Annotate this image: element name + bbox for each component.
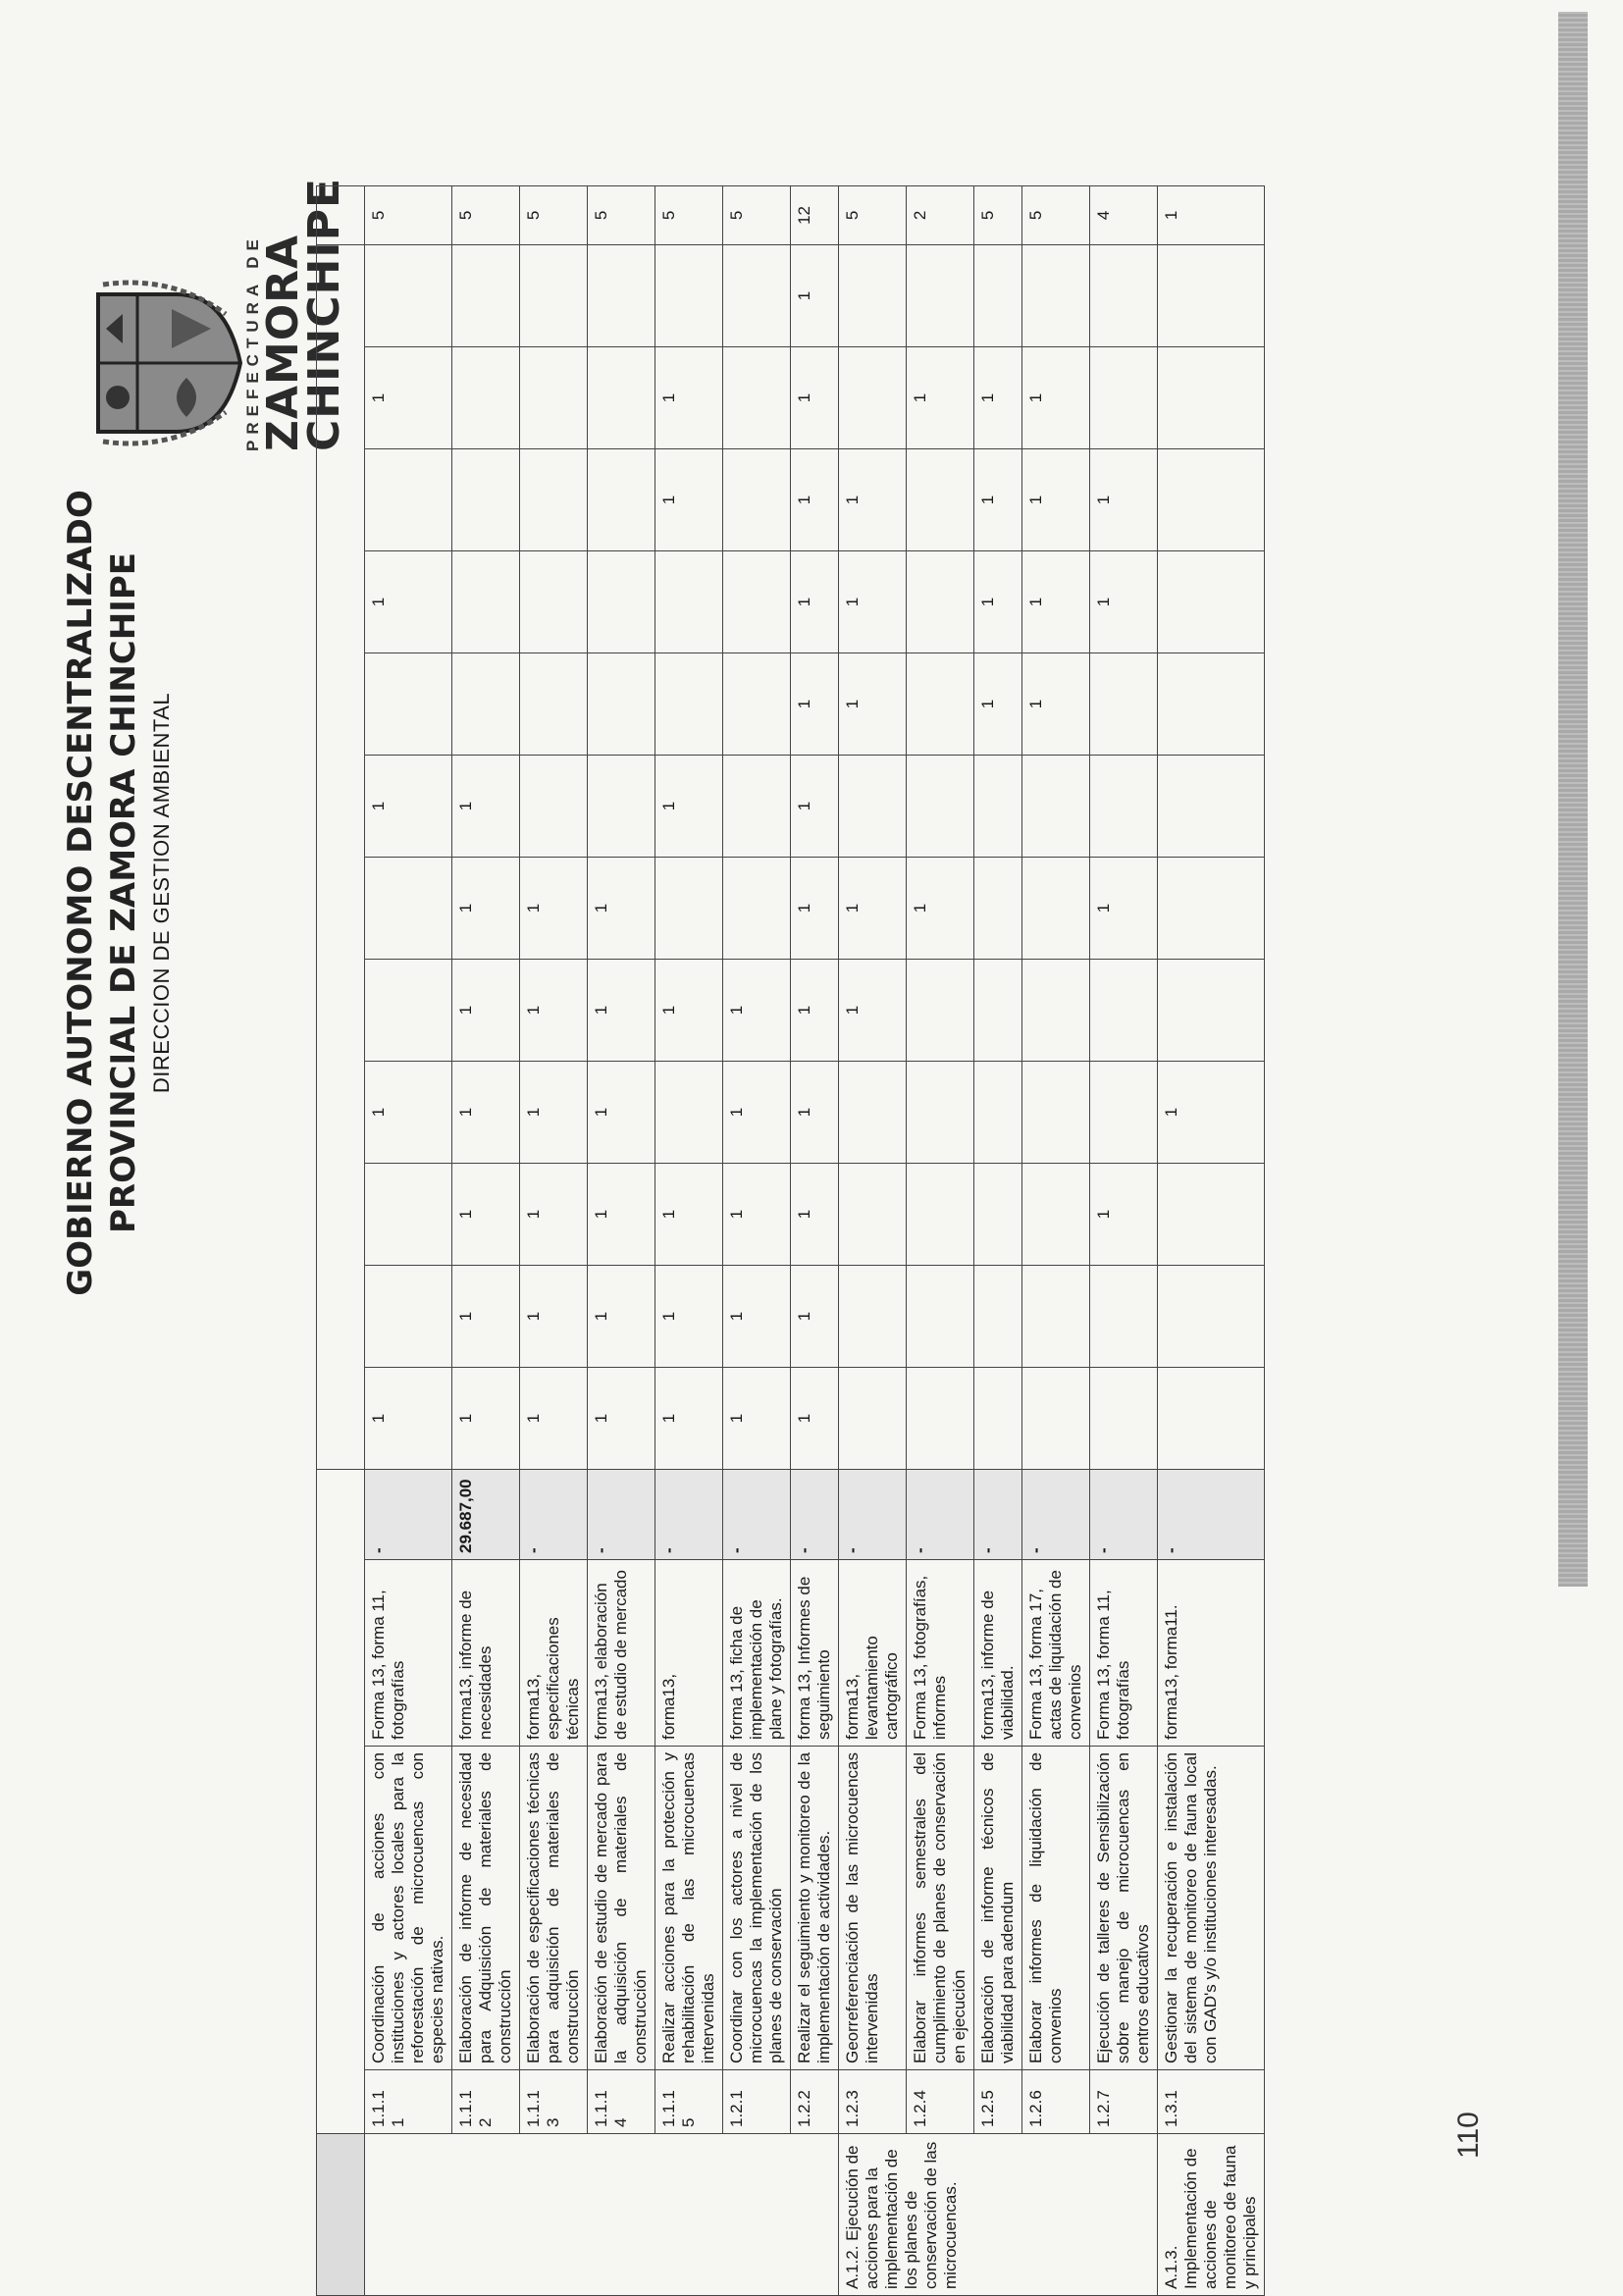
month-cell: [907, 244, 974, 346]
month-cell: [365, 653, 452, 756]
month-cell: [974, 244, 1022, 346]
budget-amount-cell: -: [1158, 1470, 1265, 1560]
month-cell: [520, 449, 588, 551]
header-strip-cell: [317, 1470, 365, 2134]
month-cell: 1: [588, 1164, 655, 1266]
table-row: [588, 185, 655, 2295]
month-cell: [723, 653, 791, 756]
task-code-cell: 1.1.1 1: [365, 2070, 452, 2134]
month-cell: [907, 1062, 974, 1164]
month-cell: [452, 551, 520, 653]
month-cell: 1: [588, 1368, 655, 1470]
month-cell: 1: [723, 1164, 791, 1266]
month-cell: 1: [723, 1062, 791, 1164]
header-strip-cell: [317, 2134, 365, 2296]
month-cell: [723, 449, 791, 551]
month-cell: [1158, 858, 1265, 960]
month-cell: [723, 244, 791, 346]
header-strip-cell: [317, 185, 365, 244]
month-cell: [1090, 244, 1158, 346]
budget-amount-cell: -: [974, 1470, 1022, 1560]
month-cell: [588, 244, 655, 346]
month-cell: 1: [907, 858, 974, 960]
verification-means-cell: forma13, levantamiento cartográfico: [839, 1560, 907, 1747]
task-code-cell: 1.1.1 3: [520, 2070, 588, 2134]
task-description-cell: Realizar el seguimiento y monitoreo de la implementación de actividades.: [791, 1747, 839, 2070]
title-line-1: GOBIERNO AUTONOMO DESCENTRALIZADO: [61, 490, 100, 1296]
logo-line-1: ZAMORA: [258, 234, 308, 451]
task-code-cell: 1.2.4: [907, 2070, 974, 2134]
month-cell: 1: [1022, 449, 1090, 551]
month-cell: [1090, 756, 1158, 858]
task-description-cell: Elaboración de especificaciones técnicas para adquisición de materiales de construcción: [520, 1747, 588, 2070]
task-code-cell: 1.2.7: [1090, 2070, 1158, 2134]
month-cell: [520, 244, 588, 346]
month-cell: [839, 1266, 907, 1368]
total-cell: 12: [791, 185, 839, 244]
verification-means-cell: forma13, elaboración de estudio de mercado: [588, 1560, 655, 1747]
month-cell: 1: [839, 449, 907, 551]
month-cell: 1: [1090, 551, 1158, 653]
month-cell: [907, 1266, 974, 1368]
budget-amount-cell: -: [588, 1470, 655, 1560]
month-cell: [588, 347, 655, 449]
month-cell: [588, 756, 655, 858]
task-description-cell: Gestionar la recuperación e instalación del sistema de monitoreo de fauna local con GAD's y/o instituciones interesadas.: [1158, 1747, 1265, 2070]
month-cell: 1: [791, 756, 839, 858]
table-header-strip: [317, 185, 365, 2295]
total-cell: 5: [723, 185, 791, 244]
task-description-cell: Realizar acciones para la protección y rehabilitación de las microcuencas intervenidas: [655, 1747, 723, 2070]
month-cell: 1: [452, 756, 520, 858]
month-cell: [365, 1164, 452, 1266]
budget-amount-cell: -: [520, 1470, 588, 1560]
month-cell: 1: [588, 858, 655, 960]
month-cell: 1: [655, 756, 723, 858]
total-cell: 5: [839, 185, 907, 244]
activity-cell: A.1.3. Implementación de acciones de monitoreo de fauna y principales: [1158, 2134, 1265, 2296]
month-cell: [839, 244, 907, 346]
month-cell: [1158, 960, 1265, 1062]
task-description-cell: Ejecución de talleres de Sensibilización sobre manejo de microcuencas en centros educativos: [1090, 1747, 1158, 2070]
month-cell: 1: [588, 1266, 655, 1368]
month-cell: [907, 449, 974, 551]
month-cell: [974, 960, 1022, 1062]
activity-plan-table: [316, 185, 1265, 2296]
month-cell: [655, 551, 723, 653]
page-number: 110: [1452, 2112, 1485, 2159]
month-cell: 1: [520, 1266, 588, 1368]
month-cell: [974, 1266, 1022, 1368]
month-cell: [1022, 1266, 1090, 1368]
month-cell: 1: [791, 551, 839, 653]
total-cell: 5: [365, 185, 452, 244]
budget-amount-cell: -: [839, 1470, 907, 1560]
month-cell: [907, 1164, 974, 1266]
month-cell: [1090, 653, 1158, 756]
month-cell: 1: [365, 347, 452, 449]
month-cell: 1: [791, 960, 839, 1062]
month-cell: [1158, 1266, 1265, 1368]
month-cell: 1: [791, 1368, 839, 1470]
month-cell: 1: [791, 858, 839, 960]
month-cell: 1: [791, 347, 839, 449]
month-cell: [1090, 1368, 1158, 1470]
month-cell: [655, 244, 723, 346]
total-cell: 5: [974, 185, 1022, 244]
month-cell: 1: [365, 551, 452, 653]
table-row: [1158, 185, 1265, 2295]
month-cell: [1022, 756, 1090, 858]
month-cell: [1022, 858, 1090, 960]
budget-amount-cell: -: [907, 1470, 974, 1560]
month-cell: 1: [452, 1266, 520, 1368]
logo-prefix: PREFECTURA DE: [243, 234, 262, 451]
month-cell: 1: [974, 551, 1022, 653]
activity-cell: A.1.2. Ejecución de acciones para la implementación de los planes de conservación de las microcuencas.: [839, 2134, 1158, 2296]
month-cell: 1: [1090, 1164, 1158, 1266]
table-row: [452, 185, 520, 2295]
month-cell: 1: [791, 653, 839, 756]
logo-line-2: CHINCHIPE: [299, 177, 349, 451]
month-cell: 1: [452, 1164, 520, 1266]
month-cell: [520, 347, 588, 449]
task-code-cell: 1.1.1 2: [452, 2070, 520, 2134]
month-cell: [839, 1164, 907, 1266]
month-cell: [1022, 1062, 1090, 1164]
verification-means-cell: forma13, informe de viabilidad.: [974, 1560, 1022, 1747]
month-cell: [723, 858, 791, 960]
verification-means-cell: Forma 13, forma 17, actas de liquidación de convenios: [1022, 1560, 1090, 1747]
month-cell: [365, 449, 452, 551]
task-code-cell: 1.1.1 4: [588, 2070, 655, 2134]
month-cell: [907, 551, 974, 653]
month-cell: [655, 1062, 723, 1164]
month-cell: [452, 653, 520, 756]
budget-amount-cell: -: [723, 1470, 791, 1560]
month-cell: 1: [655, 1266, 723, 1368]
month-cell: [974, 1062, 1022, 1164]
month-cell: [1022, 1368, 1090, 1470]
month-cell: 1: [1022, 551, 1090, 653]
month-cell: 1: [974, 449, 1022, 551]
month-cell: [723, 551, 791, 653]
verification-means-cell: Forma 13, forma 11, fotografías: [365, 1560, 452, 1747]
task-description-cell: Coordinar con los actores a nivel de microcuencas la implementación de los planes de conservación: [723, 1747, 791, 2070]
month-cell: [588, 551, 655, 653]
month-cell: [907, 756, 974, 858]
month-cell: [588, 449, 655, 551]
month-cell: 1: [791, 1164, 839, 1266]
month-cell: 1: [839, 653, 907, 756]
budget-amount-cell: -: [1090, 1470, 1158, 1560]
month-cell: [452, 449, 520, 551]
month-cell: 1: [791, 449, 839, 551]
month-cell: [723, 347, 791, 449]
month-cell: 1: [520, 960, 588, 1062]
month-cell: [1022, 244, 1090, 346]
task-description-cell: Georreferenciación de las microcuencas intervenidas: [839, 1747, 907, 2070]
table-row: [520, 185, 588, 2295]
month-cell: [1158, 551, 1265, 653]
task-code-cell: 1.2.6: [1022, 2070, 1090, 2134]
budget-amount-cell: -: [365, 1470, 452, 1560]
document-title: [59, 402, 175, 1383]
month-cell: 1: [655, 449, 723, 551]
task-description-cell: Elaborar informes de liquidación de convenios: [1022, 1747, 1090, 2070]
month-cell: [1090, 347, 1158, 449]
task-description-cell: Elaboración de estudio de mercado para la adquisición de materiales de construcción: [588, 1747, 655, 2070]
table-row: [723, 185, 791, 2295]
month-cell: 1: [520, 1164, 588, 1266]
verification-means-cell: Forma 13, forma 11, fotografías: [1090, 1560, 1158, 1747]
task-code-cell: 1.2.5: [974, 2070, 1022, 2134]
month-cell: 1: [907, 347, 974, 449]
month-cell: [974, 1368, 1022, 1470]
month-cell: 1: [520, 858, 588, 960]
month-cell: [1158, 653, 1265, 756]
month-cell: [1090, 1062, 1158, 1164]
month-cell: [1022, 960, 1090, 1062]
month-cell: [1158, 244, 1265, 346]
month-cell: 1: [791, 244, 839, 346]
table-row: [655, 185, 723, 2295]
month-cell: [1022, 1164, 1090, 1266]
month-cell: [1090, 960, 1158, 1062]
month-cell: 1: [452, 1368, 520, 1470]
total-cell: 2: [907, 185, 974, 244]
title-line-2: PROVINCIAL DE ZAMORA CHINCHIPE: [104, 552, 143, 1233]
month-cell: 1: [839, 960, 907, 1062]
month-cell: 1: [655, 1368, 723, 1470]
month-cell: 1: [1158, 1062, 1265, 1164]
month-cell: [1158, 1164, 1265, 1266]
month-cell: 1: [655, 1164, 723, 1266]
month-cell: [655, 858, 723, 960]
month-cell: 1: [974, 347, 1022, 449]
task-code-cell: 1.1.1 5: [655, 2070, 723, 2134]
month-cell: [520, 756, 588, 858]
month-cell: 1: [1022, 347, 1090, 449]
month-cell: 1: [520, 1062, 588, 1164]
month-cell: [365, 960, 452, 1062]
month-cell: 1: [723, 960, 791, 1062]
budget-amount-cell: 29.687,00: [452, 1470, 520, 1560]
month-cell: 1: [1022, 653, 1090, 756]
verification-means-cell: forma13, informe de necesidades: [452, 1560, 520, 1747]
month-cell: 1: [974, 653, 1022, 756]
task-code-cell: 1.2.1: [723, 2070, 791, 2134]
task-code-cell: 1.2.3: [839, 2070, 907, 2134]
month-cell: [1158, 1368, 1265, 1470]
table-row: [365, 185, 452, 2295]
month-cell: [1158, 756, 1265, 858]
month-cell: 1: [1090, 858, 1158, 960]
month-cell: 1: [1090, 449, 1158, 551]
month-cell: [839, 756, 907, 858]
table-row: [974, 185, 1022, 2295]
header-strip-cell: [317, 244, 365, 1469]
month-cell: 1: [723, 1266, 791, 1368]
month-cell: [452, 244, 520, 346]
verification-means-cell: forma 13, ficha de implementación de plane y fotografías.: [723, 1560, 791, 1747]
verification-means-cell: forma 13, Informes de seguimiento: [791, 1560, 839, 1747]
month-cell: 1: [520, 1368, 588, 1470]
month-cell: 1: [452, 960, 520, 1062]
total-cell: 4: [1090, 185, 1158, 244]
month-cell: 1: [365, 1368, 452, 1470]
task-code-cell: 1.3.1: [1158, 2070, 1265, 2134]
month-cell: 1: [723, 1368, 791, 1470]
activity-cell: [365, 2134, 839, 2296]
table-row: [839, 185, 907, 2295]
month-cell: [588, 653, 655, 756]
table-row: [907, 185, 974, 2295]
month-cell: [839, 1062, 907, 1164]
budget-amount-cell: -: [655, 1470, 723, 1560]
task-code-cell: 1.2.2: [791, 2070, 839, 2134]
month-cell: [1090, 1266, 1158, 1368]
plan-table-body: [317, 185, 1265, 2295]
total-cell: 5: [520, 185, 588, 244]
total-cell: 5: [588, 185, 655, 244]
month-cell: 1: [452, 858, 520, 960]
month-cell: [974, 1164, 1022, 1266]
month-cell: 1: [655, 347, 723, 449]
month-cell: 1: [655, 960, 723, 1062]
subtitle: DIRECCION DE GESTION AMBIENTAL: [149, 692, 174, 1094]
month-cell: [365, 858, 452, 960]
total-cell: 5: [1022, 185, 1090, 244]
month-cell: 1: [791, 1266, 839, 1368]
total-cell: 5: [655, 185, 723, 244]
month-cell: [365, 244, 452, 346]
month-cell: 1: [839, 551, 907, 653]
month-cell: [365, 1266, 452, 1368]
task-description-cell: Elaboración de informe de necesidad para Adquisición de materiales de construcción: [452, 1747, 520, 2070]
verification-means-cell: forma13,: [655, 1560, 723, 1747]
month-cell: 1: [365, 756, 452, 858]
month-cell: [1158, 347, 1265, 449]
month-cell: 1: [588, 1062, 655, 1164]
month-cell: [839, 347, 907, 449]
verification-means-cell: forma13, forma11.: [1158, 1560, 1265, 1747]
month-cell: [974, 756, 1022, 858]
table-row: [791, 185, 839, 2295]
verification-means-cell: Forma 13, fotografías, informes: [907, 1560, 974, 1747]
month-cell: [520, 653, 588, 756]
table-row: [1022, 185, 1090, 2295]
month-cell: 1: [365, 1062, 452, 1164]
total-cell: 1: [1158, 185, 1265, 244]
task-description-cell: Elaboración de informe técnicos de viabilidad para adendum: [974, 1747, 1022, 2070]
verification-means-cell: forma13, especificaciones técnicas: [520, 1560, 588, 1747]
month-cell: [907, 960, 974, 1062]
task-description-cell: Elaborar informes semestrales del cumplimiento de planes de conservación en ejecución: [907, 1747, 974, 2070]
month-cell: 1: [588, 960, 655, 1062]
month-cell: 1: [452, 1062, 520, 1164]
month-cell: 1: [791, 1062, 839, 1164]
month-cell: [907, 1368, 974, 1470]
month-cell: [1158, 449, 1265, 551]
month-cell: [520, 551, 588, 653]
month-cell: [974, 858, 1022, 960]
page-header: [0, 0, 349, 2296]
month-cell: [839, 1368, 907, 1470]
month-cell: 1: [839, 858, 907, 960]
budget-amount-cell: -: [1022, 1470, 1090, 1560]
budget-amount-cell: -: [791, 1470, 839, 1560]
month-cell: [723, 756, 791, 858]
table-row: [1090, 185, 1158, 2295]
task-description-cell: Coordinación de acciones con instituciones y actores locales para la reforestación de microcuencas con especies nativas.: [365, 1747, 452, 2070]
month-cell: [655, 653, 723, 756]
total-cell: 5: [452, 185, 520, 244]
month-cell: [452, 347, 520, 449]
month-cell: [907, 653, 974, 756]
